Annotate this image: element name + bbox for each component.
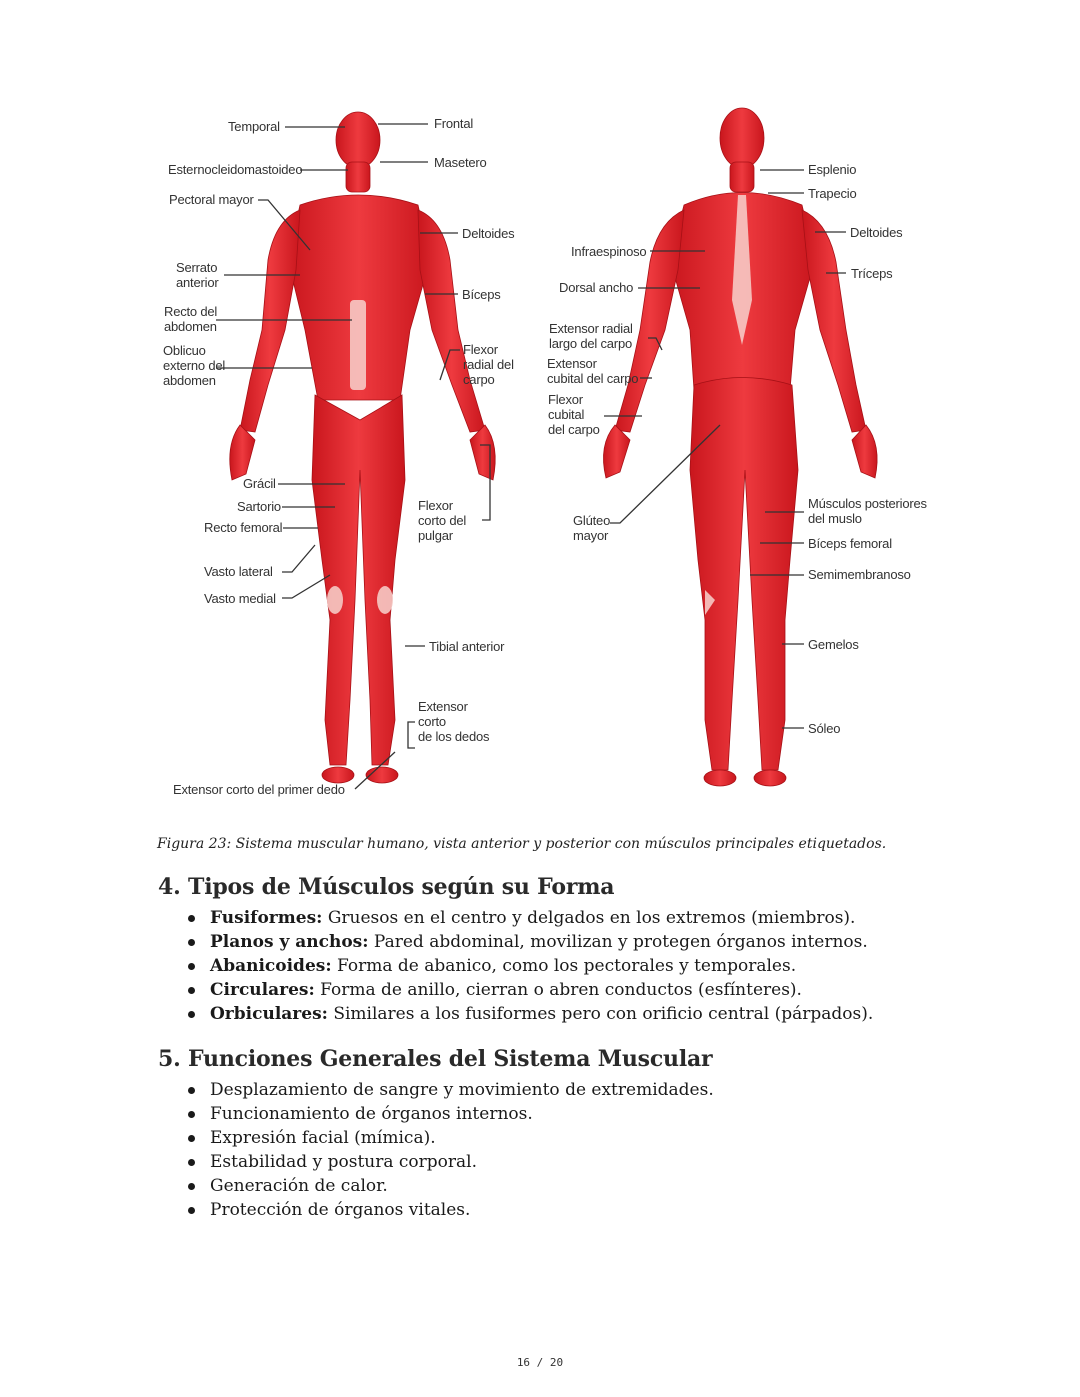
list-item-term: Planos y anchos:	[210, 932, 369, 952]
list-item-desc: Similares a los fusiformes pero con orificio central (párpados).	[327, 1004, 874, 1024]
muscular-system-figure	[150, 92, 930, 804]
label-ext-cubital-2: cubital del carpo	[547, 371, 639, 386]
label-gracil: Grácil	[243, 476, 276, 491]
anterior-body-illustration	[230, 112, 495, 783]
list-item-term: Abanicoides:	[210, 956, 332, 976]
label-gluteo-2: mayor	[573, 528, 609, 543]
label-dorsal-ancho: Dorsal ancho	[559, 280, 634, 295]
label-sartorio: Sartorio	[237, 499, 281, 514]
list-item-term: Circulares:	[210, 980, 315, 1000]
label-esternocleidomastoideo: Esternocleidomastoideo	[168, 162, 303, 177]
label-flexor-pulgar-1: Flexor	[418, 498, 453, 513]
label-temporal: Temporal	[228, 119, 280, 134]
label-musculos-posteriores-1: Músculos posteriores	[808, 496, 927, 511]
list-item	[210, 906, 873, 930]
list-item	[210, 1002, 873, 1026]
label-serrato-1: Serrato	[176, 260, 218, 275]
list-item-desc: Forma de anillo, cierran o abren conductos (esfínteres).	[314, 980, 802, 1000]
label-ext-cubital-1: Extensor	[547, 356, 597, 371]
muscle-functions-list	[158, 1078, 714, 1222]
list-item: Expresión facial (mímica).	[210, 1126, 714, 1150]
label-flexor-cubital-3: del carpo	[548, 422, 600, 437]
list-item	[210, 930, 873, 954]
list-item	[210, 954, 873, 978]
list-item	[210, 978, 873, 1002]
label-recto-abdomen-1: Recto del	[164, 304, 218, 319]
label-extensor-dedos-3: de los dedos	[418, 729, 490, 744]
label-triceps: Tríceps	[851, 266, 893, 281]
label-flexor-pulgar-3: pulgar	[418, 528, 453, 543]
label-frontal: Frontal	[434, 116, 474, 131]
label-esplenio: Esplenio	[808, 162, 857, 177]
list-item: Desplazamiento de sangre y movimiento de extremidades.	[210, 1080, 714, 1100]
label-flexor-cubital-1: Flexor	[548, 392, 583, 407]
label-musculos-posteriores-2: del muslo	[808, 511, 862, 526]
label-pectoral-mayor: Pectoral mayor	[169, 192, 254, 207]
label-oblicuo-3: abdomen	[163, 373, 216, 388]
label-vasto-medial: Vasto medial	[204, 591, 276, 606]
label-masetero: Masetero	[434, 155, 487, 170]
figure-caption: Figura 23: Sistema muscular humano, vista anterior y posterior con músculos principales etiquetados.	[157, 836, 887, 852]
label-flexor-radial-1: Flexor	[463, 342, 498, 357]
label-trapecio: Trapecio	[808, 186, 857, 201]
section-title: 5. Funciones Generales del Sistema Muscular	[158, 1046, 713, 1072]
label-recto-femoral: Recto femoral	[204, 520, 283, 535]
list-item-term: Orbiculares:	[210, 1004, 328, 1024]
label-flexor-cubital-2: cubital	[548, 407, 585, 422]
section-muscle-types	[158, 874, 873, 1026]
label-vasto-lateral: Vasto lateral	[204, 564, 273, 579]
page-number: 16 / 20	[516, 1356, 564, 1369]
list-item-desc: Gruesos en el centro y delgados en los extremos (miembros).	[322, 908, 856, 928]
label-extensor-primer-dedo: Extensor corto del primer dedo	[173, 782, 345, 797]
label-recto-abdomen-2: abdomen	[164, 319, 217, 334]
label-infraespinoso: Infraespinoso	[571, 244, 647, 259]
list-item-desc: Pared abdominal, movilizan y protegen órganos internos.	[368, 932, 868, 952]
label-extensor-dedos-2: corto	[418, 714, 446, 729]
label-biceps: Bíceps	[462, 287, 501, 302]
label-oblicuo-2: externo del	[163, 358, 226, 373]
list-item-term: Fusiformes:	[210, 908, 323, 928]
label-tibial-anterior: Tibial anterior	[429, 639, 505, 654]
label-serrato-2: anterior	[176, 275, 219, 290]
label-biceps-femoral: Bíceps femoral	[808, 536, 892, 551]
list-item-desc: Forma de abanico, como los pectorales y temporales.	[331, 956, 797, 976]
list-item: Funcionamiento de órganos internos.	[210, 1102, 714, 1126]
label-soleo: Sóleo	[808, 721, 841, 736]
label-ext-radial-2: largo del carpo	[549, 336, 632, 351]
section-title: 4. Tipos de Músculos según su Forma	[158, 874, 615, 900]
label-semimembranoso: Semimembranoso	[808, 567, 911, 582]
muscle-types-list	[158, 906, 873, 1026]
label-deltoides-front: Deltoides	[462, 226, 515, 241]
label-oblicuo-1: Oblicuo	[163, 343, 206, 358]
list-item: Estabilidad y postura corporal.	[210, 1150, 714, 1174]
label-flexor-radial-3: carpo	[463, 372, 495, 387]
label-deltoides-back: Deltoides	[850, 225, 903, 240]
label-flexor-pulgar-2: corto del	[418, 513, 467, 528]
label-gluteo-1: Glúteo	[573, 513, 611, 528]
list-item: Protección de órganos vitales.	[210, 1198, 714, 1222]
label-gemelos: Gemelos	[808, 637, 859, 652]
section-muscle-functions	[158, 1046, 714, 1222]
list-item: Generación de calor.	[210, 1174, 714, 1198]
label-extensor-dedos-1: Extensor	[418, 699, 468, 714]
label-ext-radial-1: Extensor radial	[549, 321, 633, 336]
label-flexor-radial-2: radial del	[463, 357, 514, 372]
